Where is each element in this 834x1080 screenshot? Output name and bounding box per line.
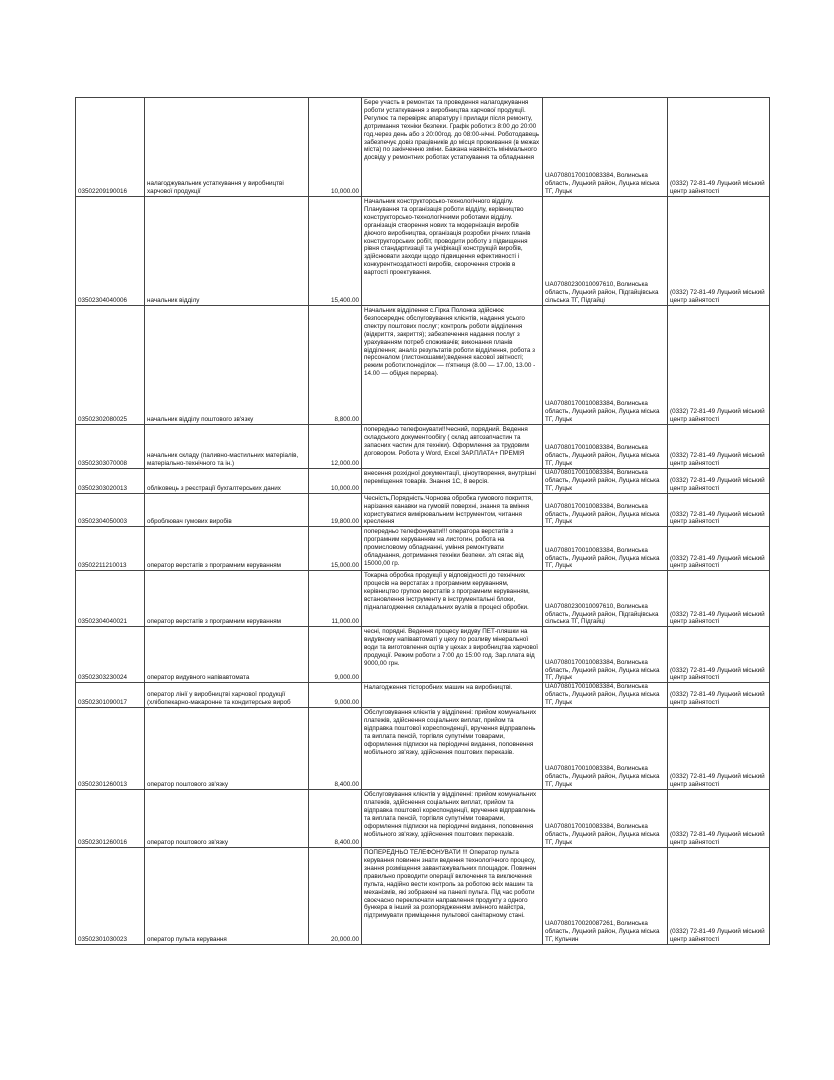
- table-row: [76, 98, 770, 197]
- contact-phone: (0332) 72-81-49 Луцький міський центр зайнятості: [668, 469, 770, 494]
- salary-value: 10,000.00: [309, 98, 362, 197]
- job-description: Обслуговування клієнтів у відділенні: прийом комунальних платежів, здійснення соціальних виплат, прийом та відправка поштової кореспонденції, вручення відправлень та виплата пенсій, торгівля супутніми товарами, оформлення підписки на періодичні видання, поповнення мобільного зв'язку, здійснення поштових переказів.: [362, 708, 543, 790]
- position-title: начальник відділу поштового зв'язку: [145, 306, 309, 425]
- job-description: ПОПЕРЕДНЬО ТЕЛЕФОНУВАТИ !!! Оператор пульта керування повинен знати ведення технологічного процесу, знання розміщення завантажувальних площадок. Повинен правильно проводити операції включення та виключення пульта, надійно вести контроль за роботою всіх машин та механізмів, які зображені на панелі пульта. Під час роботи своєчасно переключати направлення продукту з одного бункера в інший за розпорядженням змінного майстра, підтримувати приміщення пультової санітарному стані.: [362, 848, 543, 945]
- vacancy-code: 03502303020013: [76, 469, 145, 494]
- job-description: попередньо телефонувати!!! оператора верстатів з програмним керуванням на листогин, робота на промисловому обладнанні, уміння ремонтувати обладнання, дотримання техніки безпеки. з/п сягає від 15000,00 гр.: [362, 527, 543, 571]
- workplace-address: UA07080170010083384, Волинська область, Луцький район, Луцька міська ТГ, Луцьк: [543, 790, 668, 848]
- workplace-address: UA07080170010083384, Волинська область, Луцький район, Луцька міська ТГ, Луцьк: [543, 527, 668, 571]
- contact-phone: (0332) 72-81-49 Луцький міський центр зайнятості: [668, 848, 770, 945]
- job-description: Налагодження тісторобних машин на виробництві.: [362, 683, 543, 708]
- vacancy-code: 03502304040006: [76, 197, 145, 306]
- workplace-address: UA07080170010083384, Волинська область, Луцький район, Луцька міська ТГ, Луцьк: [543, 306, 668, 425]
- contact-phone: (0332) 72-81-49 Луцький міський центр зайнятості: [668, 708, 770, 790]
- position-title: оператор верстатів з програмним керуванням: [145, 571, 309, 627]
- vacancy-code: 03502303070008: [76, 425, 145, 469]
- salary-value: 8,400.00: [309, 790, 362, 848]
- workplace-address: UA07080230010097610, Волинська область, Луцький район, Підгайцівська сільська ТГ, Підгайці: [543, 571, 668, 627]
- contact-phone: (0332) 72-81-49 Луцький міський центр зайнятості: [668, 790, 770, 848]
- workplace-address: UA07080170010083384, Волинська область, Луцький район, Луцька міська ТГ, Луцьк: [543, 98, 668, 197]
- salary-value: 19,800.00: [309, 493, 362, 527]
- table-row: [76, 683, 770, 708]
- vacancy-code: 03502301260016: [76, 790, 145, 848]
- position-title: оператор верстатів з програмним керуванням: [145, 527, 309, 571]
- table-row: [76, 425, 770, 469]
- vacancy-code: 03502301260013: [76, 708, 145, 790]
- workplace-address: UA07080170010083384, Волинська область, Луцький район, Луцька міська ТГ, Луцьк: [543, 425, 668, 469]
- contact-phone: (0332) 72-81-49 Луцький міський центр зайнятості: [668, 627, 770, 683]
- vacancy-code: 03502209190016: [76, 98, 145, 197]
- job-description: чесні, порядні. Ведення процесу видуву ПЕТ-пляшки на видувному напівавтоматі у цеху по розливу мінеральної води та виготовлення оцтів у цехах з виробництва харчової продукції. Режим роботи з 7:00 до 15:00 год. Зар.плата від 9000,00 грн.: [362, 627, 543, 683]
- salary-value: 15,000.00: [309, 527, 362, 571]
- position-title: оператор поштового зв'язку: [145, 790, 309, 848]
- salary-value: 9,000.00: [309, 627, 362, 683]
- job-description: Чесність,Порядність.Чорнова обробка гумового покриття, нарізання канавки на гумовій поверхні, знання та вміння користуватися вимірювальним інструментом, читання креслення: [362, 493, 543, 527]
- job-description: попередньо телефонувати!!!чесний, порядний. Ведення складського документообігу ( склад автозапчастин та запасних частин для техніки). Оформлення за трудовим договором. Робота у Word, Excel ЗАР.ПЛАТА+ ПРЕМІЯ: [362, 425, 543, 469]
- contact-phone: (0332) 72-81-49 Луцький міський центр зайнятості: [668, 98, 770, 197]
- job-description: Начальник відділення с.Гірка Полонка здійснює безпосереднє обслуговування клієнтів, надання усього спектру поштових послуг; контроль роботи відділення (відкриття, закриття); забезпечення надання послуг з урахуванням потреб споживачів; виконання планів відділення; аналіз результатів роботи відділення, робота з персоналом (листоношами);ведення касової звітності; режим роботи:понеділок — п'ятниця (8.00 — 17.00, 13.00 - 14.00 — обідня перерва).: [362, 306, 543, 425]
- salary-value: 8,800.00: [309, 306, 362, 425]
- salary-value: 12,000.00: [309, 425, 362, 469]
- contact-phone: (0332) 72-81-49 Луцький міський центр зайнятості: [668, 425, 770, 469]
- job-description: Бере участь в ремонтах та проведення налагоджування роботи устаткування з виробництва харчової продукції. Регулює та перевіряє апаратуру і прилади після ремонту, дотримання техніки безпеки. Графік роботи:з 8:00 до 20:00 год.через день або з 20:00год. до 08:00-нічні. Роботодавець забезпечує довіз працівників до місця проживання (в межах міста) по закінченню зміни. Бажана наявність мінімального досвіду у ремонтних роботах устаткування та обладнання: [362, 98, 543, 197]
- vacancy-code: 03502301090017: [76, 683, 145, 708]
- workplace-address: UA07080230010097610, Волинська область, Луцький район, Підгайцівська сільська ТГ, Підгайці: [543, 197, 668, 306]
- vacancy-code: 03502211210013: [76, 527, 145, 571]
- vacancy-code: 03502301030023: [76, 848, 145, 945]
- job-description: внесення розхідної документації, ціноутворення, внутрішні переміщення товарів. Знання 1С, 8 версія.: [362, 469, 543, 494]
- contact-phone: (0332) 72-81-49 Луцький міський центр зайнятості: [668, 527, 770, 571]
- workplace-address: UA07080170010083384, Волинська область, Луцький район, Луцька міська ТГ, Луцьк: [543, 683, 668, 708]
- vacancy-sheet: [75, 97, 769, 945]
- position-title: обліковець з реєстрації бухгалтерських даних: [145, 469, 309, 494]
- table-row: [76, 708, 770, 790]
- salary-value: 10,000.00: [309, 469, 362, 494]
- job-description: Токарна обробка продукції у відповідності до технічних процесів на верстатах з програмним керуванням, керівництво групою верстатів з програмним керуванням, встановлення інструменту в інструментальні блоки, підналагодження складальних вузлів в процесі обробки.: [362, 571, 543, 627]
- table-row: [76, 848, 770, 945]
- table-row: [76, 493, 770, 527]
- vacancy-code: 03502304040021: [76, 571, 145, 627]
- job-description: Начальник конструкторсько-технологічного відділу. Планування та організація роботи відділу, керівництво конструкторсько-технологічними роботами відділу. організація створення нових та модернізація виробів діючого виробництва, організація розробки річних планів конструкторських робіт, проводити роботу з підвищення рівня стандартизації та уніфікації конструкцій виробів, здійснювати заходи щодо підвищення ефективності і конкурентноздатності виробів, скорочення строків в вартості проектування.: [362, 197, 543, 306]
- workplace-address: UA07080170010083384, Волинська область, Луцький район, Луцька міська ТГ, Луцьк: [543, 708, 668, 790]
- position-title: оброблювач гумових виробів: [145, 493, 309, 527]
- contact-phone: (0332) 72-81-49 Луцький міський центр зайнятості: [668, 683, 770, 708]
- workplace-address: UA07080170010083384, Волинська область, Луцький район, Луцька міська ТГ, Луцьк: [543, 627, 668, 683]
- table-row: [76, 627, 770, 683]
- contact-phone: (0332) 72-81-49 Луцький міський центр зайнятості: [668, 306, 770, 425]
- workplace-address: UA07080170010083384, Волинська область, Луцький район, Луцька міська ТГ, Луцьк: [543, 469, 668, 494]
- workplace-address: UA07080170020087261, Волинська область, Луцький район, Луцька міська ТГ, Кульчин: [543, 848, 668, 945]
- contact-phone: (0332) 72-81-49 Луцький міський центр зайнятості: [668, 571, 770, 627]
- table-row: [76, 571, 770, 627]
- position-title: оператор поштового зв'язку: [145, 708, 309, 790]
- position-title: оператор видувного напівавтомата: [145, 627, 309, 683]
- position-title: начальник відділу: [145, 197, 309, 306]
- job-description: Обслуговування клієнтів у відділенні: прийом комунальних платежів, здійснення соціальних виплат, прийом та відправка поштової кореспонденції, вручення відправлень та виплата пенсій, торгівля супутніми товарами, оформлення підписки на періодичні видання, поповнення мобільного зв'язку, здійснення поштових переказів.: [362, 790, 543, 848]
- table-row: [76, 790, 770, 848]
- position-title: начальник складу (паливно-мастильних матеріалів, матеріально-технічного та ін.): [145, 425, 309, 469]
- vacancy-code: 03502302080025: [76, 306, 145, 425]
- vacancy-code: 03502304050003: [76, 493, 145, 527]
- table-row: [76, 306, 770, 425]
- position-title: налагоджувальник устаткування у виробництві харчової продукції: [145, 98, 309, 197]
- position-title: оператор лінії у виробництві харчової продукції (хлібопекарно-макаронне та кондитерське вироб: [145, 683, 309, 708]
- table-row: [76, 527, 770, 571]
- salary-value: 9,000.00: [309, 683, 362, 708]
- contact-phone: (0332) 72-81-49 Луцький міський центр зайнятості: [668, 197, 770, 306]
- position-title: оператор пульта керування: [145, 848, 309, 945]
- salary-value: 20,000.00: [309, 848, 362, 945]
- contact-phone: (0332) 72-81-49 Луцький міський центр зайнятості: [668, 493, 770, 527]
- table-row: [76, 469, 770, 494]
- workplace-address: UA07080170010083384, Волинська область, Луцький район, Луцька міська ТГ, Луцьк: [543, 493, 668, 527]
- salary-value: 15,400.00: [309, 197, 362, 306]
- salary-value: 8,400.00: [309, 708, 362, 790]
- salary-value: 11,000.00: [309, 571, 362, 627]
- table-row: [76, 197, 770, 306]
- vacancy-table: [75, 97, 770, 945]
- vacancy-code: 03502303230024: [76, 627, 145, 683]
